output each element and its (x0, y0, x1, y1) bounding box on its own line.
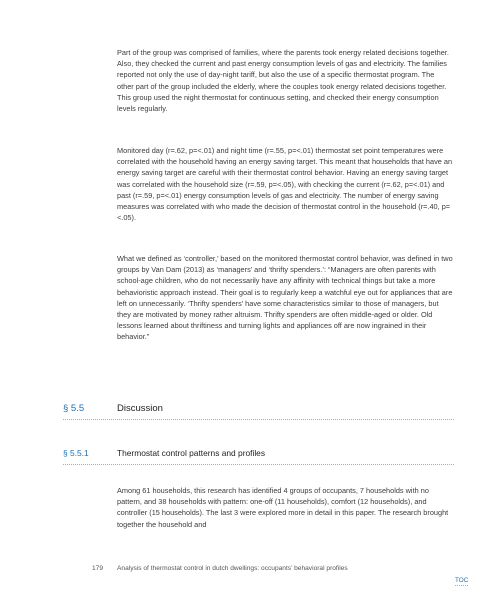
subsection-heading-patterns (0, 445, 486, 465)
heading-divider (63, 419, 454, 420)
section-number: § 5.5 (63, 403, 85, 414)
section-title: Discussion (117, 403, 163, 414)
heading-divider (63, 464, 454, 465)
paragraph-families-elderly: Part of the group was comprised of families, where the parents took energy related decisions together. Also, they checked the current and past energy consumption levels of gas and electricity. The families reported not only the use of day-night tariff, but also the use of a specific thermostat program. The other part of the group included the elderly, where the couples took energy related decisions together. This group used the night thermostat for continuous setting, and checked their energy consumption levels regularly. (117, 48, 449, 114)
section-heading-discussion (0, 400, 486, 420)
paragraph-correlations: Monitored day (r=.62, p=<.01) and night time (r=.55, p=<.01) thermostat set point temperatures were correlated with the household having an energy saving target. This meant that households that have an energy saving target are careful with their thermostat control behavior. Having an energy saving target was correlated with the household size (r=.59, p=<.05), with checking the current (r=.62, p=<.01) and past (r=.59, p=<.01) energy consumption levels of gas and electricity. The number of energy saving measures was correlated with who made the decision of thermostat control in the household (r=.40, p=<.05). (117, 146, 453, 223)
paragraph-households-groups: Among 61 households, this research has identified 4 groups of occupants, 7 households with no pattern, and 38 households with pattern: one-off (11 households), comfort (12 households), and controller (15 households). The last 3 were explored more in detail in this paper. The research brought together the household and (117, 486, 449, 529)
paragraph-controller-definition: What we defined as ‘controller,’ based on the monitored thermostat control behavior, was defined in two groups by Van Dam (2013) as ‘managers’ and ‘thrifty spenders.’: “Managers are often parents with school-age children, who do not necessarily have any affinity with technical things but take a more behavioristic approach instead. Their goal is to regularly keep a watchful eye out for appliances that are left on unnecessarily. ‘Thrifty spenders’ have some characteristics similar to those of managers, but they are motivated by money rather altruism. Thrifty spenders are often middle-aged or older. Old lessons learned about thriftiness and turning lights and appliances off are now ingrained in their behavior.” (117, 254, 453, 342)
subsection-number: § 5.5.1 (63, 448, 89, 458)
running-title: Analysis of thermostat control in dutch dwellings: occupants’ behavioral profiles (117, 565, 348, 572)
page-number: 179 (92, 565, 104, 572)
toc-link[interactable]: TOC (455, 577, 469, 584)
subsection-title: Thermostat control patterns and profiles (117, 448, 266, 458)
